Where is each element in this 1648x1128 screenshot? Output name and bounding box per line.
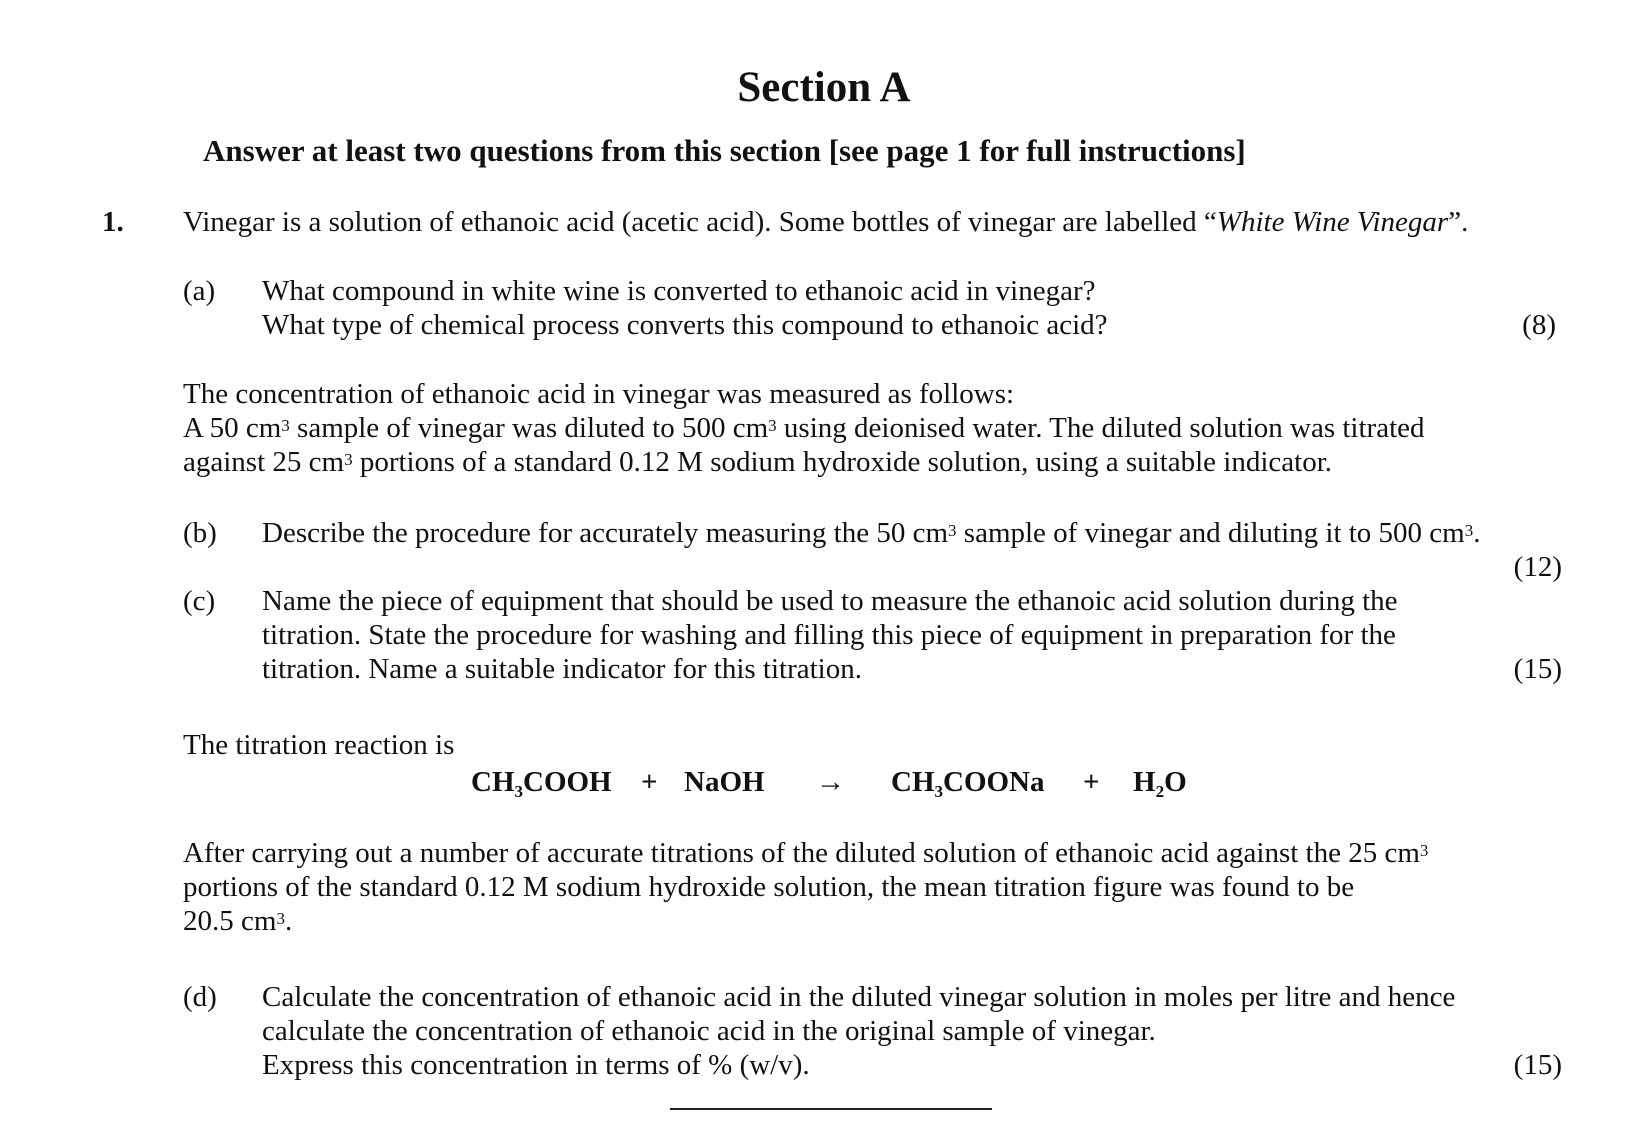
context-line3	[183, 444, 1332, 480]
part-c-line3: titration. Name a suitable indicator for this titration.	[262, 653, 862, 685]
subscript: 3	[934, 782, 943, 801]
subscript: 3	[514, 782, 523, 801]
part-a-line2: What type of chemical process converts this compound to ethanoic acid?	[262, 309, 1108, 341]
part-c-line2: titration. State the procedure for washing and filling this piece of equipment in preparation for the	[262, 619, 1396, 651]
reactant-ethanoic-acid	[471, 764, 612, 804]
formula-part: CH	[891, 766, 935, 798]
formula-part: CH	[471, 766, 515, 798]
part-b-text-b: sample of vinegar and diluting it to 500 cm	[956, 517, 1465, 549]
product-sodium-ethanoate	[891, 764, 1045, 804]
result-line1	[183, 835, 1428, 871]
subscript: 2	[1155, 782, 1165, 801]
question-number: 1.	[102, 206, 124, 238]
part-b-text-c: .	[1473, 517, 1481, 549]
part-b-label: (b)	[183, 517, 217, 549]
result-line1-text: After carrying out a number of accurate titrations of the diluted solution of ethanoic acid against the 25 cm	[183, 837, 1420, 869]
part-d-line1: Calculate the concentration of ethanoic acid in the diluted vinegar solution in moles per litre and hence	[262, 981, 1456, 1013]
product-water	[1133, 764, 1187, 804]
part-c-line1: Name the piece of equipment that should be used to measure the ethanoic acid solution during the	[262, 585, 1398, 617]
context-line2-b: sample of vinegar was diluted to 500 cm	[289, 412, 769, 444]
superscript: 3	[768, 416, 777, 435]
part-a-marks: (8)	[1522, 309, 1556, 341]
formula-part: COOH	[523, 766, 612, 798]
reaction-intro: The titration reaction is	[183, 729, 455, 761]
superscript: 3	[1419, 841, 1429, 860]
part-a-label: (a)	[183, 275, 216, 307]
formula-part: COONa	[943, 766, 1045, 798]
context-line1: The concentration of ethanoic acid in vinegar was measured as follows:	[183, 378, 1015, 410]
plus-sign: +	[1083, 766, 1100, 798]
part-c-marks: (15)	[1513, 653, 1562, 685]
context-line2-a: A 50 cm	[183, 412, 282, 444]
intro-text: Vinegar is a solution of ethanoic acid (acetic acid). Some bottles of vinegar are labelled “	[183, 206, 1217, 238]
context-line3-a: against 25 cm	[183, 446, 345, 478]
context-line2	[183, 410, 1425, 446]
reaction-arrow: →	[816, 766, 845, 798]
end-divider	[670, 1108, 992, 1110]
result-line2: portions of the standard 0.12 M sodium hydroxide solution, the mean titration figure was found to be	[183, 871, 1355, 903]
part-d-label: (d)	[183, 981, 217, 1013]
superscript: 3	[344, 450, 353, 469]
result-line3	[183, 903, 292, 939]
question-intro	[183, 204, 1468, 240]
section-instructions: Answer at least two questions from this section [see page 1 for full instructions]	[203, 133, 1246, 168]
superscript: 3	[281, 416, 290, 435]
result-line3-b: .	[284, 905, 293, 937]
superscript: 3	[276, 909, 285, 928]
part-d-line2: calculate the concentration of ethanoic acid in the original sample of vinegar.	[262, 1015, 1156, 1047]
part-b-marks: (12)	[1513, 551, 1562, 583]
part-c-label: (c)	[183, 585, 216, 617]
context-line3-b: portions of a standard 0.12 M sodium hydroxide solution, using a suitable indicator.	[352, 446, 1333, 478]
intro-label-italic: White Wine Vinegar	[1216, 206, 1449, 238]
part-a-line1: What compound in white wine is converted to ethanoic acid in vinegar?	[262, 275, 1096, 307]
part-b-text-a: Describe the procedure for accurately measuring the 50 cm	[262, 517, 949, 549]
part-d-line3: Express this concentration in terms of % (w/v).	[262, 1049, 810, 1081]
context-line2-c: using deionised water. The diluted solution was titrated	[776, 412, 1425, 444]
section-title: Section A	[737, 64, 911, 111]
formula-part: O	[1164, 766, 1187, 798]
formula-part: H	[1133, 766, 1156, 798]
reactant-sodium-hydroxide: NaOH	[684, 766, 765, 798]
part-d-marks: (15)	[1513, 1049, 1562, 1081]
superscript: 3	[1464, 521, 1474, 540]
result-line3-a: 20.5 cm	[183, 905, 277, 937]
plus-sign: +	[641, 766, 658, 798]
part-b-text	[262, 515, 1481, 551]
intro-end: ”.	[1448, 206, 1469, 238]
superscript: 3	[948, 521, 957, 540]
